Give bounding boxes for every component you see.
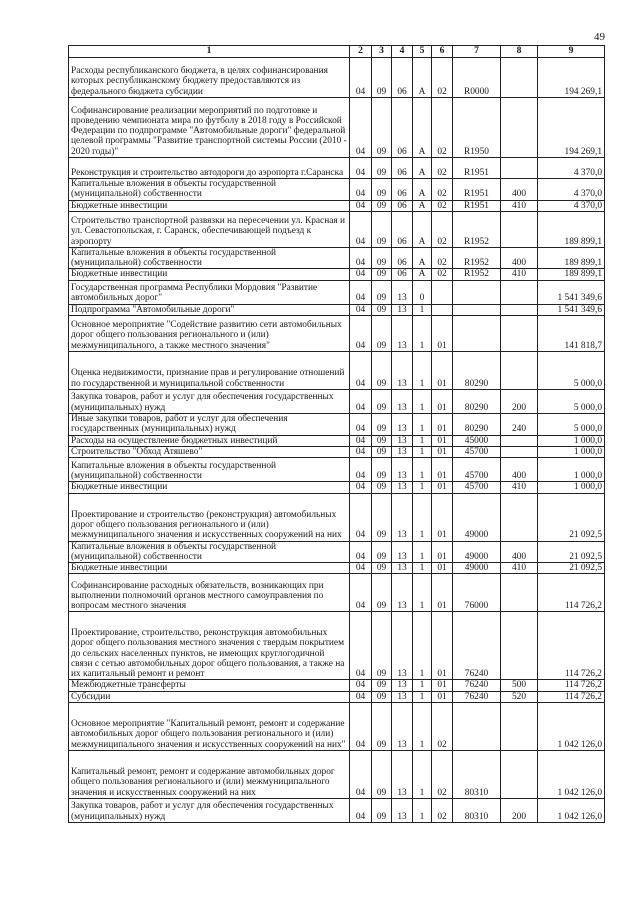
column-header: 1 (69, 46, 350, 58)
program-code: 13 (392, 316, 413, 352)
table-row (69, 58, 605, 98)
section-code: 04 (350, 446, 372, 457)
activity-code: 01 (432, 563, 453, 574)
subsection-code: 09 (372, 493, 392, 541)
table-row (69, 446, 605, 457)
subsection-code: 09 (372, 280, 392, 304)
activity-code: 02 (432, 58, 453, 98)
subprogram-code: 1 (413, 541, 432, 563)
program-code: 13 (392, 446, 413, 457)
row-name: Основное мероприятие "Содействие развитию сети автомобильных дорог общего пользования регионального и (или) межмуниципального, а также местного значения" (69, 316, 350, 352)
direction-code: R1950 (453, 98, 501, 158)
subsection-code: 09 (372, 703, 392, 751)
direction-code (453, 280, 501, 304)
table-row (69, 304, 605, 315)
subprogram-code: 1 (413, 458, 432, 482)
program-code: 06 (392, 247, 413, 269)
column-header: 2 (350, 46, 372, 58)
subsection-code: 09 (372, 98, 392, 158)
amount: 5 000,0 (538, 390, 605, 414)
amount: 141 818,7 (538, 316, 605, 352)
section-code: 04 (350, 458, 372, 482)
program-code: 13 (392, 703, 413, 751)
subprogram-code: 0 (413, 280, 432, 304)
activity-code: 01 (432, 541, 453, 563)
activity-code: 02 (432, 751, 453, 799)
subsection-code: 09 (372, 247, 392, 269)
section-code: 04 (350, 200, 372, 211)
subsection-code: 09 (372, 612, 392, 680)
amount: 1 000,0 (538, 435, 605, 446)
expense-type-code (501, 352, 538, 390)
subsection-code: 09 (372, 390, 392, 414)
row-name: Оценка недвижимости, признание прав и регулирование отношений по государственной и муниципальной собственности (69, 352, 350, 390)
expense-type-code: 500 (501, 680, 538, 691)
program-code: 13 (392, 304, 413, 315)
activity-code: 01 (432, 435, 453, 446)
direction-code: 76240 (453, 612, 501, 680)
program-code: 06 (392, 58, 413, 98)
column-header: 5 (413, 46, 432, 58)
direction-code: 49000 (453, 541, 501, 563)
row-name: Капитальные вложения в объекты государственной (муниципальной) собственности (69, 541, 350, 563)
table-row (69, 435, 605, 446)
expense-type-code (501, 211, 538, 247)
direction-code: 80310 (453, 799, 501, 823)
direction-code (453, 304, 501, 315)
expense-type-code: 200 (501, 799, 538, 823)
section-code: 04 (350, 799, 372, 823)
program-code: 13 (392, 574, 413, 612)
column-header: 3 (372, 46, 392, 58)
subsection-code: 09 (372, 574, 392, 612)
subprogram-code: 1 (413, 352, 432, 390)
subsection-code: 09 (372, 751, 392, 799)
subsection-code: 09 (372, 435, 392, 446)
section-code: 04 (350, 58, 372, 98)
program-code: 13 (392, 799, 413, 823)
direction-code: 49000 (453, 493, 501, 541)
program-code: 13 (392, 414, 413, 436)
subprogram-code: 1 (413, 563, 432, 574)
expense-type-code: 240 (501, 414, 538, 436)
program-code: 13 (392, 352, 413, 390)
table-row (69, 247, 605, 269)
table-row (69, 493, 605, 541)
row-name: Проектирование и строительство (реконструкция) автомобильных дорог общего пользования регионального и (или) межмуниципального значения и искусственных сооружений на них (69, 493, 350, 541)
direction-code: R1951 (453, 200, 501, 211)
expense-type-code: 410 (501, 269, 538, 280)
row-name: Реконструкция и строительство автодороги до аэропорта г.Саранска (69, 158, 350, 179)
row-name: Капитальный ремонт, ремонт и содержание автомобильных дорог общего пользования регионального и (или) межмуниципального значения и искусственных сооружений на них (69, 751, 350, 799)
amount: 1 000,0 (538, 458, 605, 482)
amount: 4 370,0 (538, 179, 605, 201)
activity-code: 01 (432, 691, 453, 702)
direction-code (453, 703, 501, 751)
table-row (69, 691, 605, 702)
row-name: Закупка товаров, работ и услуг для обеспечения государственных (муниципальных) нужд (69, 390, 350, 414)
expense-type-code (501, 612, 538, 680)
subprogram-code: 1 (413, 390, 432, 414)
subsection-code: 09 (372, 179, 392, 201)
table-row (69, 541, 605, 563)
table-row (69, 482, 605, 493)
subsection-code: 09 (372, 446, 392, 457)
activity-code: 01 (432, 446, 453, 457)
expense-type-code (501, 98, 538, 158)
direction-code: R1951 (453, 179, 501, 201)
activity-code: 01 (432, 352, 453, 390)
column-header: 8 (501, 46, 538, 58)
direction-code: 76240 (453, 691, 501, 702)
subsection-code: 09 (372, 352, 392, 390)
table-body (69, 58, 605, 823)
section-code: 04 (350, 158, 372, 179)
table-row (69, 316, 605, 352)
subprogram-code: А (413, 200, 432, 211)
section-code: 04 (350, 390, 372, 414)
subprogram-code: 1 (413, 446, 432, 457)
table-row (69, 211, 605, 247)
section-code: 04 (350, 414, 372, 436)
activity-code: 01 (432, 612, 453, 680)
expense-type-code: 410 (501, 482, 538, 493)
subsection-code: 09 (372, 414, 392, 436)
table-row (69, 352, 605, 390)
page-number: 49 (594, 31, 605, 43)
activity-code: 02 (432, 211, 453, 247)
row-name: Бюджетные инвестиции (69, 200, 350, 211)
amount: 114 726,2 (538, 612, 605, 680)
program-code: 13 (392, 612, 413, 680)
table-row (69, 98, 605, 158)
row-name: Софинансирование расходных обязательств, возникающих при выполнении полномочий органов местного самоуправления по вопросам местного значения (69, 574, 350, 612)
expense-type-code: 400 (501, 247, 538, 269)
table-row (69, 179, 605, 201)
amount: 21 092,5 (538, 541, 605, 563)
subsection-code: 09 (372, 691, 392, 702)
activity-code: 02 (432, 269, 453, 280)
direction-code: 45000 (453, 435, 501, 446)
amount: 189 899,1 (538, 211, 605, 247)
amount: 194 269,1 (538, 58, 605, 98)
direction-code: 76240 (453, 680, 501, 691)
row-name: Софинансирование реализации мероприятий по подготовке и проведению чемпионата мира по футболу в 2018 году в Российской Федерации по подпрограмме "Автомобильные дороги" федеральной целевой программы "Развитие транспортной системы России (2010 - 2020 годы)" (69, 98, 350, 158)
expense-type-code (501, 574, 538, 612)
program-code: 13 (392, 680, 413, 691)
subsection-code: 09 (372, 211, 392, 247)
subsection-code: 09 (372, 158, 392, 179)
row-name: Капитальные вложения в объекты государственной (муниципальной) собственности (69, 179, 350, 201)
table-row (69, 200, 605, 211)
row-name: Строительство транспортной развязки на пересечении ул. Красная и ул. Севастопольская, г. Саранск, обеспечивающей подъезд к аэропорту (69, 211, 350, 247)
program-code: 13 (392, 493, 413, 541)
activity-code: 02 (432, 703, 453, 751)
section-code: 04 (350, 482, 372, 493)
program-code: 06 (392, 269, 413, 280)
amount: 1 000,0 (538, 482, 605, 493)
amount: 189 899,1 (538, 247, 605, 269)
direction-code: 76000 (453, 574, 501, 612)
direction-code: 80310 (453, 751, 501, 799)
row-name: Иные закупки товаров, работ и услуг для обеспечения государственных (муниципальных) нужд (69, 414, 350, 436)
expense-type-code (501, 703, 538, 751)
activity-code: 02 (432, 200, 453, 211)
activity-code: 01 (432, 458, 453, 482)
section-code: 04 (350, 541, 372, 563)
subprogram-code: 1 (413, 493, 432, 541)
table-row (69, 612, 605, 680)
direction-code: 80290 (453, 390, 501, 414)
activity-code: 02 (432, 799, 453, 823)
amount: 114 726,2 (538, 574, 605, 612)
program-code: 13 (392, 541, 413, 563)
subprogram-code: А (413, 269, 432, 280)
column-header: 4 (392, 46, 413, 58)
subsection-code: 09 (372, 269, 392, 280)
activity-code: 01 (432, 482, 453, 493)
subprogram-code: 1 (413, 612, 432, 680)
subsection-code: 09 (372, 541, 392, 563)
subprogram-code: 1 (413, 680, 432, 691)
amount: 21 092,5 (538, 563, 605, 574)
expense-type-code (501, 435, 538, 446)
row-name: Основное мероприятие "Капитальный ремонт, ремонт и содержание автомобильных дорог общего пользования регионального и (или) межмуниципального значения и искусственных сооружений на них" (69, 703, 350, 751)
activity-code: 01 (432, 680, 453, 691)
program-code: 06 (392, 211, 413, 247)
expense-type-code: 400 (501, 179, 538, 201)
section-code: 04 (350, 680, 372, 691)
amount: 4 370,0 (538, 158, 605, 179)
amount: 114 726,2 (538, 691, 605, 702)
program-code: 06 (392, 158, 413, 179)
program-code: 13 (392, 482, 413, 493)
subprogram-code: 1 (413, 435, 432, 446)
amount: 114 726,2 (538, 680, 605, 691)
program-code: 13 (392, 563, 413, 574)
subsection-code: 09 (372, 58, 392, 98)
budget-table (68, 45, 605, 823)
expense-type-code: 400 (501, 541, 538, 563)
column-header: 7 (453, 46, 501, 58)
table-row (69, 414, 605, 436)
section-code: 04 (350, 751, 372, 799)
column-header: 9 (538, 46, 605, 58)
expense-type-code: 410 (501, 200, 538, 211)
subprogram-code: 1 (413, 691, 432, 702)
program-code: 13 (392, 691, 413, 702)
row-name: Расходы республиканского бюджета, в целях софинансирования которых республиканскому бюджету предоставляются из федерального бюджета субсидии (69, 58, 350, 98)
program-code: 13 (392, 280, 413, 304)
direction-code: 80290 (453, 352, 501, 390)
row-name: Расходы на осуществление бюджетных инвестиций (69, 435, 350, 446)
subprogram-code: 1 (413, 414, 432, 436)
section-code: 04 (350, 316, 372, 352)
activity-code: 02 (432, 179, 453, 201)
amount: 1 000,0 (538, 446, 605, 457)
subsection-code: 09 (372, 458, 392, 482)
subsection-code: 09 (372, 482, 392, 493)
row-name: Проектирование, строительство, реконструкция автомобильных дорог общего пользования местного значения с твердым покрытием до сельских населенных пунктов, не имеющих круглогодичной связи с сетью автомобильных дорог общего пользования, а также на их капитальный ремонт и ремонт (69, 612, 350, 680)
row-name: Межбюджетные трансферты (69, 680, 350, 691)
subsection-code: 09 (372, 316, 392, 352)
program-code: 13 (392, 751, 413, 799)
table-row (69, 458, 605, 482)
row-name: Капитальные вложения в объекты государственной (муниципальной) собственности (69, 458, 350, 482)
section-code: 04 (350, 574, 372, 612)
expense-type-code (501, 304, 538, 315)
section-code: 04 (350, 352, 372, 390)
activity-code: 01 (432, 390, 453, 414)
table-row (69, 390, 605, 414)
subprogram-code: А (413, 211, 432, 247)
subprogram-code: 1 (413, 751, 432, 799)
section-code: 04 (350, 280, 372, 304)
subprogram-code: 1 (413, 482, 432, 493)
section-code: 04 (350, 98, 372, 158)
direction-code: R1952 (453, 247, 501, 269)
program-code: 13 (392, 435, 413, 446)
activity-code: 01 (432, 316, 453, 352)
amount: 5 000,0 (538, 352, 605, 390)
amount: 1 541 349,6 (538, 280, 605, 304)
subprogram-code: А (413, 98, 432, 158)
activity-code (432, 304, 453, 315)
row-name: Закупка товаров, работ и услуг для обеспечения государственных (муниципальных) нужд (69, 799, 350, 823)
activity-code: 01 (432, 414, 453, 436)
row-name: Государственная программа Республики Мордовия "Развитие автомобильных дорог" (69, 280, 350, 304)
amount: 5 000,0 (538, 414, 605, 436)
table-row (69, 751, 605, 799)
subprogram-code: 1 (413, 574, 432, 612)
subprogram-code: 1 (413, 703, 432, 751)
subsection-code: 09 (372, 304, 392, 315)
subprogram-code: 1 (413, 316, 432, 352)
subsection-code: 09 (372, 200, 392, 211)
subprogram-code: А (413, 158, 432, 179)
expense-type-code: 400 (501, 458, 538, 482)
section-code: 04 (350, 211, 372, 247)
row-name: Бюджетные инвестиции (69, 482, 350, 493)
table-row (69, 799, 605, 823)
subprogram-code: 1 (413, 799, 432, 823)
row-name: Подпрограмма "Автомобильные дороги" (69, 304, 350, 315)
section-code: 04 (350, 493, 372, 541)
table-row (69, 280, 605, 304)
row-name: Бюджетные инвестиции (69, 563, 350, 574)
subsection-code: 09 (372, 680, 392, 691)
section-code: 04 (350, 691, 372, 702)
direction-code: 49000 (453, 563, 501, 574)
direction-code: R1951 (453, 158, 501, 179)
program-code: 06 (392, 179, 413, 201)
amount: 194 269,1 (538, 98, 605, 158)
expense-type-code (501, 446, 538, 457)
activity-code: 01 (432, 574, 453, 612)
direction-code: R0000 (453, 58, 501, 98)
expense-type-code (501, 280, 538, 304)
subprogram-code: А (413, 179, 432, 201)
section-code: 04 (350, 269, 372, 280)
table-row (69, 703, 605, 751)
amount: 21 092,5 (538, 493, 605, 541)
direction-code: 45700 (453, 482, 501, 493)
subprogram-code: А (413, 247, 432, 269)
row-name: Капитальные вложения в объекты государственной (муниципальной) собственности (69, 247, 350, 269)
amount: 1 541 349,6 (538, 304, 605, 315)
amount: 1 042 126,0 (538, 703, 605, 751)
section-code: 04 (350, 247, 372, 269)
section-code: 04 (350, 304, 372, 315)
amount: 189 899,1 (538, 269, 605, 280)
direction-code (453, 316, 501, 352)
section-code: 04 (350, 563, 372, 574)
section-code: 04 (350, 612, 372, 680)
amount: 1 042 126,0 (538, 751, 605, 799)
expense-type-code: 410 (501, 563, 538, 574)
subsection-code: 09 (372, 563, 392, 574)
row-name: Бюджетные инвестиции (69, 269, 350, 280)
column-header: 6 (432, 46, 453, 58)
program-code: 06 (392, 98, 413, 158)
subsection-code: 09 (372, 799, 392, 823)
section-code: 04 (350, 179, 372, 201)
table-row (69, 563, 605, 574)
expense-type-code (501, 158, 538, 179)
expense-type-code (501, 316, 538, 352)
table-row (69, 269, 605, 280)
direction-code: 80290 (453, 414, 501, 436)
direction-code: R1952 (453, 211, 501, 247)
subprogram-code: А (413, 58, 432, 98)
activity-code: 02 (432, 158, 453, 179)
direction-code: 45700 (453, 458, 501, 482)
expense-type-code: 520 (501, 691, 538, 702)
table-row (69, 158, 605, 179)
table-row (69, 680, 605, 691)
activity-code: 02 (432, 98, 453, 158)
activity-code (432, 280, 453, 304)
table-row (69, 574, 605, 612)
direction-code: R1952 (453, 269, 501, 280)
column-number-row (69, 46, 605, 58)
program-code: 13 (392, 390, 413, 414)
expense-type-code: 200 (501, 390, 538, 414)
activity-code: 01 (432, 493, 453, 541)
expense-type-code (501, 58, 538, 98)
expense-type-code (501, 493, 538, 541)
expense-type-code (501, 751, 538, 799)
amount: 4 370,0 (538, 200, 605, 211)
program-code: 06 (392, 200, 413, 211)
amount: 1 042 126,0 (538, 799, 605, 823)
direction-code: 45700 (453, 446, 501, 457)
row-name: Строительство "Обход Атяшево" (69, 446, 350, 457)
activity-code: 02 (432, 247, 453, 269)
section-code: 04 (350, 435, 372, 446)
subprogram-code: 1 (413, 304, 432, 315)
row-name: Субсидии (69, 691, 350, 702)
program-code: 13 (392, 458, 413, 482)
section-code: 04 (350, 703, 372, 751)
